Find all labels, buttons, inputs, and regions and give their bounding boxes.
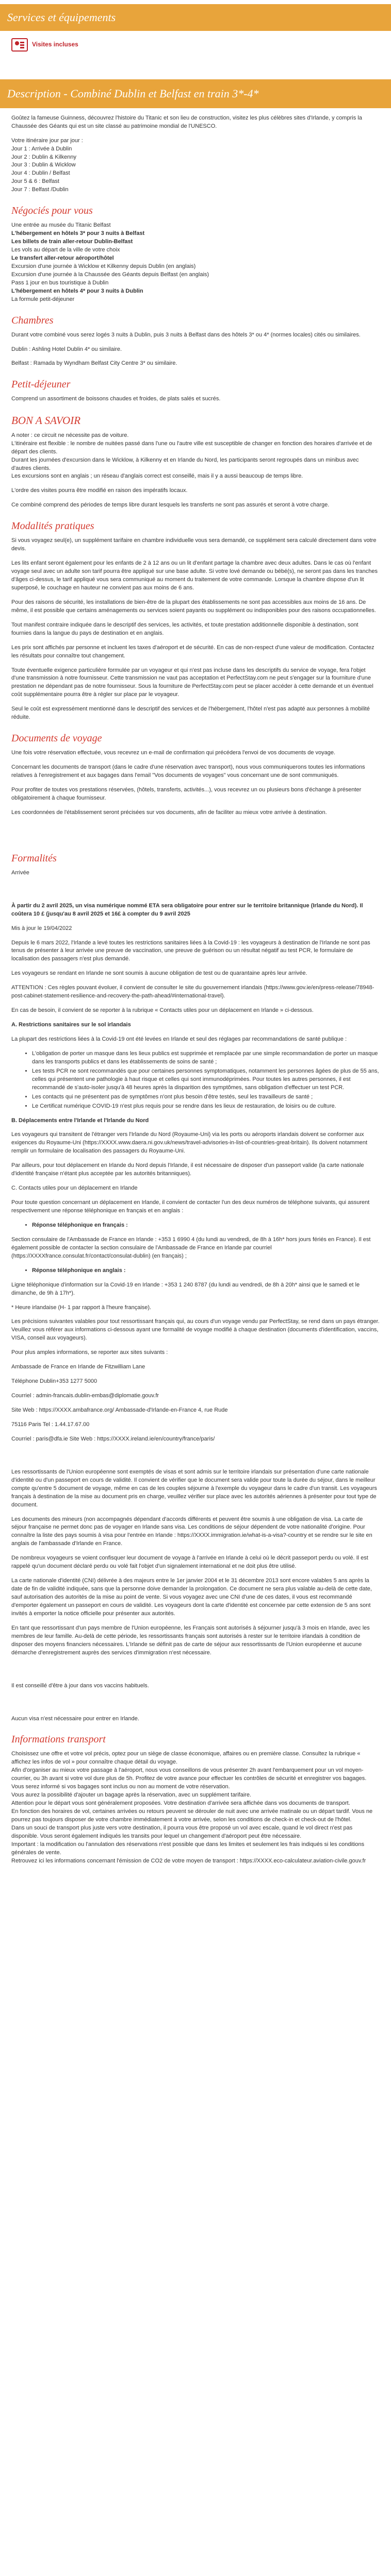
vaccine-text: Il est conseillé d'être à jour dans vos vaccins habituels. [11, 1682, 149, 1689]
extra-text: Les ressortissants de l'Union européenne sont exemptés de visas et sont admis sur le territoire irlandais sur présentation d'une carte nationale d'identité ou d'un passeport en cours de validité. Il convient de vérifier que le document sera valide pour toute la durée du séjour, dans le meilleur compte qu'entre 5 document de voyage, même en cas de les couples séjourne à l'exemple du voyageur dans le cadre d'un transit. Les voyageurs français à destination de la mise au document pris en charge, veuillez vérifier sur place avec les autorités aériennes à présenter pour tout type de document. [11, 1468, 377, 1508]
docs-text: Pour profiter de toutes vos prestations réservées, (hôtels, transferts, activités...), vous recevrez un ou plusieurs bons d'échange à présenter obligatoirement à chaque fournisseur. [11, 786, 362, 801]
itinerary-heading: Votre itinéraire jour par jour : [11, 137, 83, 144]
breakfast-heading: Petit-déjeuner [11, 379, 71, 391]
terms-text: Toute éventuelle exigence particulière formulée par un voyageur et qui n'est pas incluse dans les descriptifs du service de voyage, fera l'objet d'une transmission à notre fournisseur. Cette transmission ne vaut pas acceptation et PerfectStay.com ne peut s'engager sur la fourniture d'une prestation ne dépendant pas de notre fournisseur. Sous la fourniture de PerfectStay.com peut se placer accéder à cette demande et un éventuel coût supplémentaire pourra être à régler sur place par le voyageur. [11, 667, 373, 698]
itinerary-day: Jour 1 : Arrivée à Dublin [11, 145, 72, 152]
transport-line: Vous aurez la possibilité d'ajouter un bagage après la réservation, avec un supplément tarifaire. [11, 1792, 251, 1799]
extra-text: En tant que ressortissant d'un pays membre de l'Union européenne, les Français sont autorisés à séjourner jusqu'à 3 mois en Irlande, avec les membres de leur famille. Au-delà de cette période, les ressortissants français sont autorisés à rester sur le territoire irlandais à condition de disposer des moyens financiers nécessaires. L'Irlande se définit pas de carte de séjour aux ressortissants de l'Union européenne et aucune démarche d'enregistrement auprès des services d'immigration n'est nécessaire. [11, 1624, 370, 1656]
extra-text: Les documents des mineurs (non accompagnés dépendant d'accords différents et peuvent être soumis à une obligation de visa. La carte de séjour française ne permet donc pas de voyager en Irlande sans visa. Les conditions de séjour dépendent de votre nationalité d'origine. Pour connaître la liste des pays soumis à visa pour l'entrée en Irlande : https://XXXX.immigration.ie/what-is-a-visa?-country et se rendre sur le site en anglais de l'ambassade d'Irlande en France. [11, 1516, 372, 1547]
transport-line: Important : la modification ou l'annulation des réservations n'est possible que dans les limites et seulement les frais indiqués si les conditions générales de vente. [11, 1841, 365, 1856]
covid-text: Depuis le 6 mars 2022, l'Irlande a levé toutes les restrictions sanitaires liées à la Covid-19 : les voyageurs à destination de l'Irlande ne sont pas tenus de présenter à leur arrivée une preuve de vaccination, une preuve de guérison ou un résultat négatif au test PCR, le formulaire de localisation des passagers n'est plus demandé. [11, 939, 370, 962]
transport-text [11, 1750, 380, 1865]
know-line: L'ordre des visites pourra être modifié en raison des impératifs locaux. [11, 487, 188, 494]
terms-text: Seul le coût est expressément mentionné dans le descriptif des services et de l'hébergement, l'hôtel n'est pas adapté aux personnes à mobilité réduite. [11, 706, 370, 721]
negotiated-item: Une entrée au musée du Titanic Belfast [11, 222, 111, 229]
ni-text: Les voyageurs qui transitent de l'étranger vers l'Irlande du Nord (Royaume-Uni) via les ports ou aéroports irlandais doivent se conformer aux exigences du Royaume-Uni (https://XXXX.www.daera.ni.gov.uk/news/travel-advisories-in-list-of-countries-great-britain). Ils doivent notamment remplir un formulaire de localisation des passagers du Royaume-Uni. [11, 1131, 368, 1155]
docs-text: Une fois votre réservation effectuée, vous recevrez un e-mail de confirmation qui précédera l'envoi de vos documents de voyage. [11, 750, 336, 756]
intro-text: Goûtez la fameuse Guinness, découvrez l'histoire du Titanic et son lieu de construction, visitez les plus célèbres sites d'Irlande, y compris la Chaussée des Géants qui est un site classé au patrimoine mondial de l'UNESCO. [11, 114, 362, 129]
know-line: A noter : ce circuit ne nécessite pas de voiture. [11, 432, 129, 438]
contact-line: Ambassade de France en Irlande de Fitzwilliam Lane [11, 1364, 145, 1370]
itinerary-day: Jour 4 : Dublin / Belfast [11, 170, 70, 177]
transport-heading: Informations transport [11, 1734, 106, 1745]
contact-line: * Heure irlandaise (H- 1 par rapport à l'heure française). [11, 1304, 152, 1311]
contact-line: 75116 Paris Tel : 1.44.17.67.00 [11, 1421, 90, 1428]
docs-heading: Documents de voyage [11, 733, 102, 744]
list-item: • Réponse téléphonique en français : [32, 1222, 380, 1230]
contact-line: Courriel : admin-francais.dublin-embas@diplomatie.gouv.fr [11, 1393, 159, 1399]
list-item: • Le Certificat numérique COVID-19 n'est plus requis pour se rendre dans les lieux de restauration, de loisirs ou de culture. [32, 1103, 380, 1111]
terms-text: Tout manifest contraire indiquée dans le descriptif des services, les activités, et toute prestation additionnelle disponible à destination, sont fournies dans la langue du pays de destination et en anglais. [11, 621, 359, 636]
ni-title: B. Déplacements entre l'Irlande et l'Irlande du Nord [11, 1117, 149, 1124]
terms-text: Les prix sont affichés par personne et incluent les taxes d'aéroport et de sécurité. En cas de non-respect d'une valeur de modification. Contactez les résultats pour connaître tout changement. [11, 644, 374, 659]
transport-line: Vous serez informé si vos bagages sont inclus ou non au moment de votre réservation. [11, 1784, 230, 1790]
docs-text: Concernant les documents de transport (dans le cadre d'une réservation avec transport), nous vous communiquerons toutes les informations relatives à l'enregistrement et aux bagages dans l'email "Vos documents de voyages" vous concernant une de sont communiqués. [11, 764, 365, 779]
rooms-heading: Chambres [11, 314, 54, 326]
itinerary-day: Jour 5 & 6 : Belfast [11, 178, 59, 185]
contact-line: Ligne téléphonique d'information sur la Covid-19 en Irlande : +353 1 240 8787 (du lundi au vendredi, de 8h à 20h* ainsi que le samedi et le dimanche, de 9h à 17h*). [11, 1281, 360, 1296]
rooms-dublin: Dublin : Ashling Hotel Dublin 4* ou similaire. [11, 346, 122, 352]
contacts-title: C. Contacts utiles pour un déplacement en Irlande [11, 1185, 138, 1192]
transport-line: Attention pour le départ vous sont généralement proposées. Votre destination d'arrivée sera affichée dans vos documents de transport. [11, 1800, 350, 1807]
itinerary-day: Jour 3 : Dublin & Wicklow [11, 162, 76, 168]
negotiated-item: Les billets de train aller-retour Dublin-Belfast [11, 239, 133, 245]
list-item: • Les contacts qui ne présentent pas de symptômes n'ont plus besoin d'être testés, seul les travailleurs de santé ; [32, 1093, 380, 1101]
know-line: L'itinéraire est flexible : le nombre de nuitées passé dans l'une ou l'autre ville est susceptible de changer en fonction des horaires d'arrivée et de départ des clients. [11, 440, 372, 455]
formalities-heading: Formalités [11, 852, 57, 864]
know-line: Les excursions sont en anglais ; un réseau d'anglais correct est conseillé, mais il y a aussi beaucoup de temps libre. [11, 473, 303, 480]
rooms-text: Durant votre combiné vous serez logés 3 nuits à Dublin, puis 3 nuits à Belfast dans des hôtels 3* ou 4* (normes locales) cités ou similaires. [11, 331, 361, 338]
ni-text: Par ailleurs, pour tout déplacement en Irlande du Nord depuis l'Irlande, il est nécessaire de disposer d'un passeport valide (la carte nationale d'identité française n'étant plus acceptée par les autorités britanniques). [11, 1162, 364, 1177]
contact-line: Site Web : https://XXXX.ambafrance.org/ Ambassade-d'Irlande-en-France 4, rue Rude [11, 1407, 228, 1414]
contact-line: Courriel : paris@dfa.ie Site Web : https://XXXX.ireland.ie/en/country/france/paris/ [11, 1435, 215, 1442]
visa-text: Aucun visa n'est nécessaire pour entrer en Irlande. [11, 1715, 139, 1722]
covid-text: Les voyageurs se rendant en Irlande ne sont soumis à aucune obligation de test ou de quarantaine après leur arrivée. [11, 970, 307, 977]
transport-line: Afin d'organiser au mieux votre passage à l'aéroport, nous vous conseillons de vous présenter 2h avant l'embarquement pour un vol moyen-courrier, ou 3h avant si votre vol dure plus de 5h. Profitez de votre avance pour effectuer les contrôles de sécurité et enregistrer vos bagages. [11, 1767, 367, 1782]
breakfast-text: Comprend un assortiment de boissons chaudes et froides, de plats salés et sucrés. [11, 396, 221, 402]
know-text [11, 432, 380, 481]
terms-text: Pour des raisons de sécurité, les installations de bien-être de la plupart des établissements ne sont pas accessibles aux moins de 16 ans. De même, il est possible que certains aménagements ou services soient payants ou supplément ou indisponibles pour des raisons occupationnelles. [11, 599, 376, 614]
contacts-text: Pour toute question concernant un déplacement en Irlande, il convient de contacter l'un des deux numéros de téléphone suivants, qui assurent respectivement une réponse téléphonique en français et en anglais : [11, 1199, 370, 1214]
contact-line: Section consulaire de l'Ambassade de France en Irlande : +353 1 6990 4 (du lundi au vendredi, de 8h à 16h* hors jours fériés en France). Il est également possible de contacter la section consulaire de l'Ambassade de France en Irlande par courriel (https://XXXXfrance.consulat.fr/contact/consulat-dublin) (en français) ; [11, 1236, 371, 1259]
negotiated-item: L'hébergement en hôtels 3* pour 3 nuits à Belfast [11, 230, 145, 237]
contacts-list-en [11, 1267, 380, 1275]
itinerary-day: Jour 2 : Dublin & Kilkenny [11, 154, 76, 160]
restrictions-list [11, 1050, 380, 1111]
list-item: • Les tests PCR ne sont recommandés que pour certaines personnes symptomatiques, notamment les personnes âgées de plus de 55 ans, celles qui présentent une pathologie à haut risque et celles qui sont immunodéprimées. Pour toutes les autres personnes, il est recommandé de s'auto-isoler jusqu'à 48 heures après la disparition des symptômes, sans obligation d'effectuer un test PCR. [32, 1067, 380, 1092]
list-item: • Réponse téléphonique en anglais : [32, 1267, 380, 1275]
attention-text: ATTENTION : Ces règles pouvant évoluer, il convient de consulter le site du gouvernement irlandais (https://www.gov.ie/en/press-release/78948-post-cabinet-statement-resilience-and-recovery-the-path-ahead/#international-travel). [11, 985, 374, 999]
transport-line: Retrouvez ici les informations concernant l'émission de CO2 de votre moyen de transport : https://XXXX.eco-calculateur.aviation-civile.gouv.fr [11, 1857, 366, 1864]
included-label: Visites incluses [32, 41, 78, 48]
contacts-note: En cas de besoin, il convient de se reporter à la rubrique « Contacts utiles pour un déplacement en Irlande » ci-dessous. [11, 1007, 314, 1014]
contact-line: Pour plus amples informations, se reporter aux sites suivants : [11, 1349, 168, 1356]
transport-line: Choisissez une offre et votre vol précis, optez pour un siège de classe économique, affaires ou en première classe. Consultez la rubrique « affichez les infos de vol » pour connaître chaque détail du voyage. [11, 1751, 361, 1766]
know-line: Durant les journées d'excursion dans le Wicklow, à Kilkenny et en Irlande du Nord, les participants seront regroupés dans un minibus avec d'autres clients. [11, 456, 359, 471]
included-visits [0, 31, 391, 59]
negotiated-heading: Négociés pour vous [11, 205, 93, 217]
know-heading: BON A SAVOIR [11, 414, 81, 427]
restrictions-title: A. Restrictions sanitaires sur le sol irlandais [11, 1022, 131, 1028]
description-banner: Description - Combiné Dublin et Belfast en train 3*-4* [0, 79, 391, 108]
description-content [0, 108, 391, 1886]
contacts-list [11, 1222, 380, 1230]
docs-text: Les coordonnées de l'établissement seront précisées sur vos documents, afin de faciliter au mieux votre arrivée à destination. [11, 809, 327, 816]
extra-text: De nombreux voyageurs se voient confisquer leur document de voyage à l'arrivée en Irlande à celui où le décrit passeport perdu ou volé. Il est rappelé qu'un document déclaré perdu ou volé fait l'objet d'un signalement international et ne doit plus être utilisé. [11, 1555, 368, 1570]
negotiated-item: La formule petit-déjeuner [11, 296, 75, 302]
restrictions-text: La plupart des restrictions liées à la Covid-19 ont été levées en Irlande et seul des réglages par recommandations de santé publique : [11, 1036, 347, 1043]
rooms-belfast: Belfast : Ramada by Wyndham Belfast City Centre 3* ou similaire. [11, 360, 177, 367]
list-item: • L'obligation de porter un masque dans les lieux publics est supprimée et remplacée par une simple recommandation de porter un masque dans les transports publics et dans les établissements de soins de santé ; [32, 1050, 380, 1066]
transport-line: En fonction des horaires de vol, certaines arrivées ou retours peuvent se dérouler de nuit avec une arrivée matinale ou un départ tardif. Vous ne pourrez pas toujours disposer de votre chambre immédiatement à votre arrivée, selon les conditions de check-in et check-out de l'hôtel. [11, 1808, 373, 1823]
negotiated-item: Excursion d'une journée à la Chaussée des Géants depuis Belfast (en anglais) [11, 271, 209, 278]
services-banner: Services et équipements [0, 4, 391, 31]
arrival-label: Arrivée [11, 869, 29, 876]
know-line: Ce combiné comprend des périodes de temps libre durant lesquels les transferts ne sont pas assurés et seront à votre charge. [11, 502, 330, 509]
negotiated-item: Le transfert aller-retour aéroport/hôtel [11, 255, 114, 261]
terms-text: Les lits enfant seront également pour les enfants de 2 à 12 ans ou un lit d'enfant partage la chambre avec deux adultes. Dans le cas où l'enfant voyage seul avec un adulte son tarif pourra être appliqué sur une base adulte. Si votre lové demande ou bébé(s), ne seront pas dans les tranches d'âges ci-dessus, le tarif appliqué vous sera communiqué au moment du traitement de votre commande. Lorsque la chambre dispose d'un lit superposé, le couchage en hauteur ne convient pas aux moins de 6 ans. [11, 560, 378, 591]
terms-text: Si vous voyagez seul(e), un supplément tarifaire en chambre individuelle vous sera demandé, ce supplément sera calculé directement dans votre devis. [11, 537, 377, 552]
contact-line: Téléphone Dublin+353 1277 5000 [11, 1378, 97, 1385]
extra-text: La carte nationale d'identité (CNI) délivrée à des majeurs entre le 1er janvier 2004 et le 31 décembre 2013 sont encore valables 5 ans après la date de fin de validité indiquée, sans que la personne doive demander la prolongation. Ce document ne sera plus valable au-delà de cette date, sauf autorisation des autorités de la mise au point de vente. Si vous voyagez avec une CNI d'une de ces dates, il vous est recommandé d'emporter également un passeport en cours de validité. Les voyageurs dont la carte d'identité est concernée par cette extension de 5 ans sont invités à emporter la notice officielle pour présenter aux autorités. [11, 1578, 372, 1617]
negotiated-list [11, 222, 380, 303]
negotiated-item: L'hébergement en hôtels 4* pour 3 nuits à Dublin [11, 287, 143, 294]
update-date: Mis à jour le 19/04/2022 [11, 925, 72, 931]
transport-line: Dans un souci de transport plus juste vers votre destination, il pourra vous être proposé un vol avec escale, quand le vol direct n'est pas disponible. Vous seront également indiqués les transits pour lequel un changement d'aéroport peut être nécessaire. [11, 1824, 353, 1839]
contact-line: Les précisions suivantes valables pour tout ressortissant français qui, au cours d'un voyage vendu par PerfectStay, se rend dans un pays étranger. Veuillez vous référer aux informations ci-dessous ayant une formalité de voyage modifié à chaque destination (documents d'identification, vaccins, VISA, conseil aux voyageurs). [11, 1318, 380, 1342]
negotiated-item: Les vols au départ de la ville de votre choix [11, 247, 120, 253]
itinerary-day: Jour 7 : Belfast /Dublin [11, 187, 69, 193]
itinerary [11, 137, 380, 195]
terms-heading: Modalités pratiques [11, 520, 94, 532]
negotiated-item: Pass 1 jour en bus touristique à Dublin [11, 279, 109, 286]
negotiated-item: Excursion d'une journée à Wicklow et Kilkenny depuis Dublin (en anglais) [11, 263, 196, 269]
ticket-icon [11, 38, 28, 52]
eta-warning: À partir du 2 avril 2025, un visa numérique nommé ETA sera obligatoire pour entrer sur le territoire britannique (Irlande du Nord). Il coûtera 10 £ (jusqu'au 8 avril 2025 et 16£ à compter du 9 avril 2025 [11, 902, 363, 917]
